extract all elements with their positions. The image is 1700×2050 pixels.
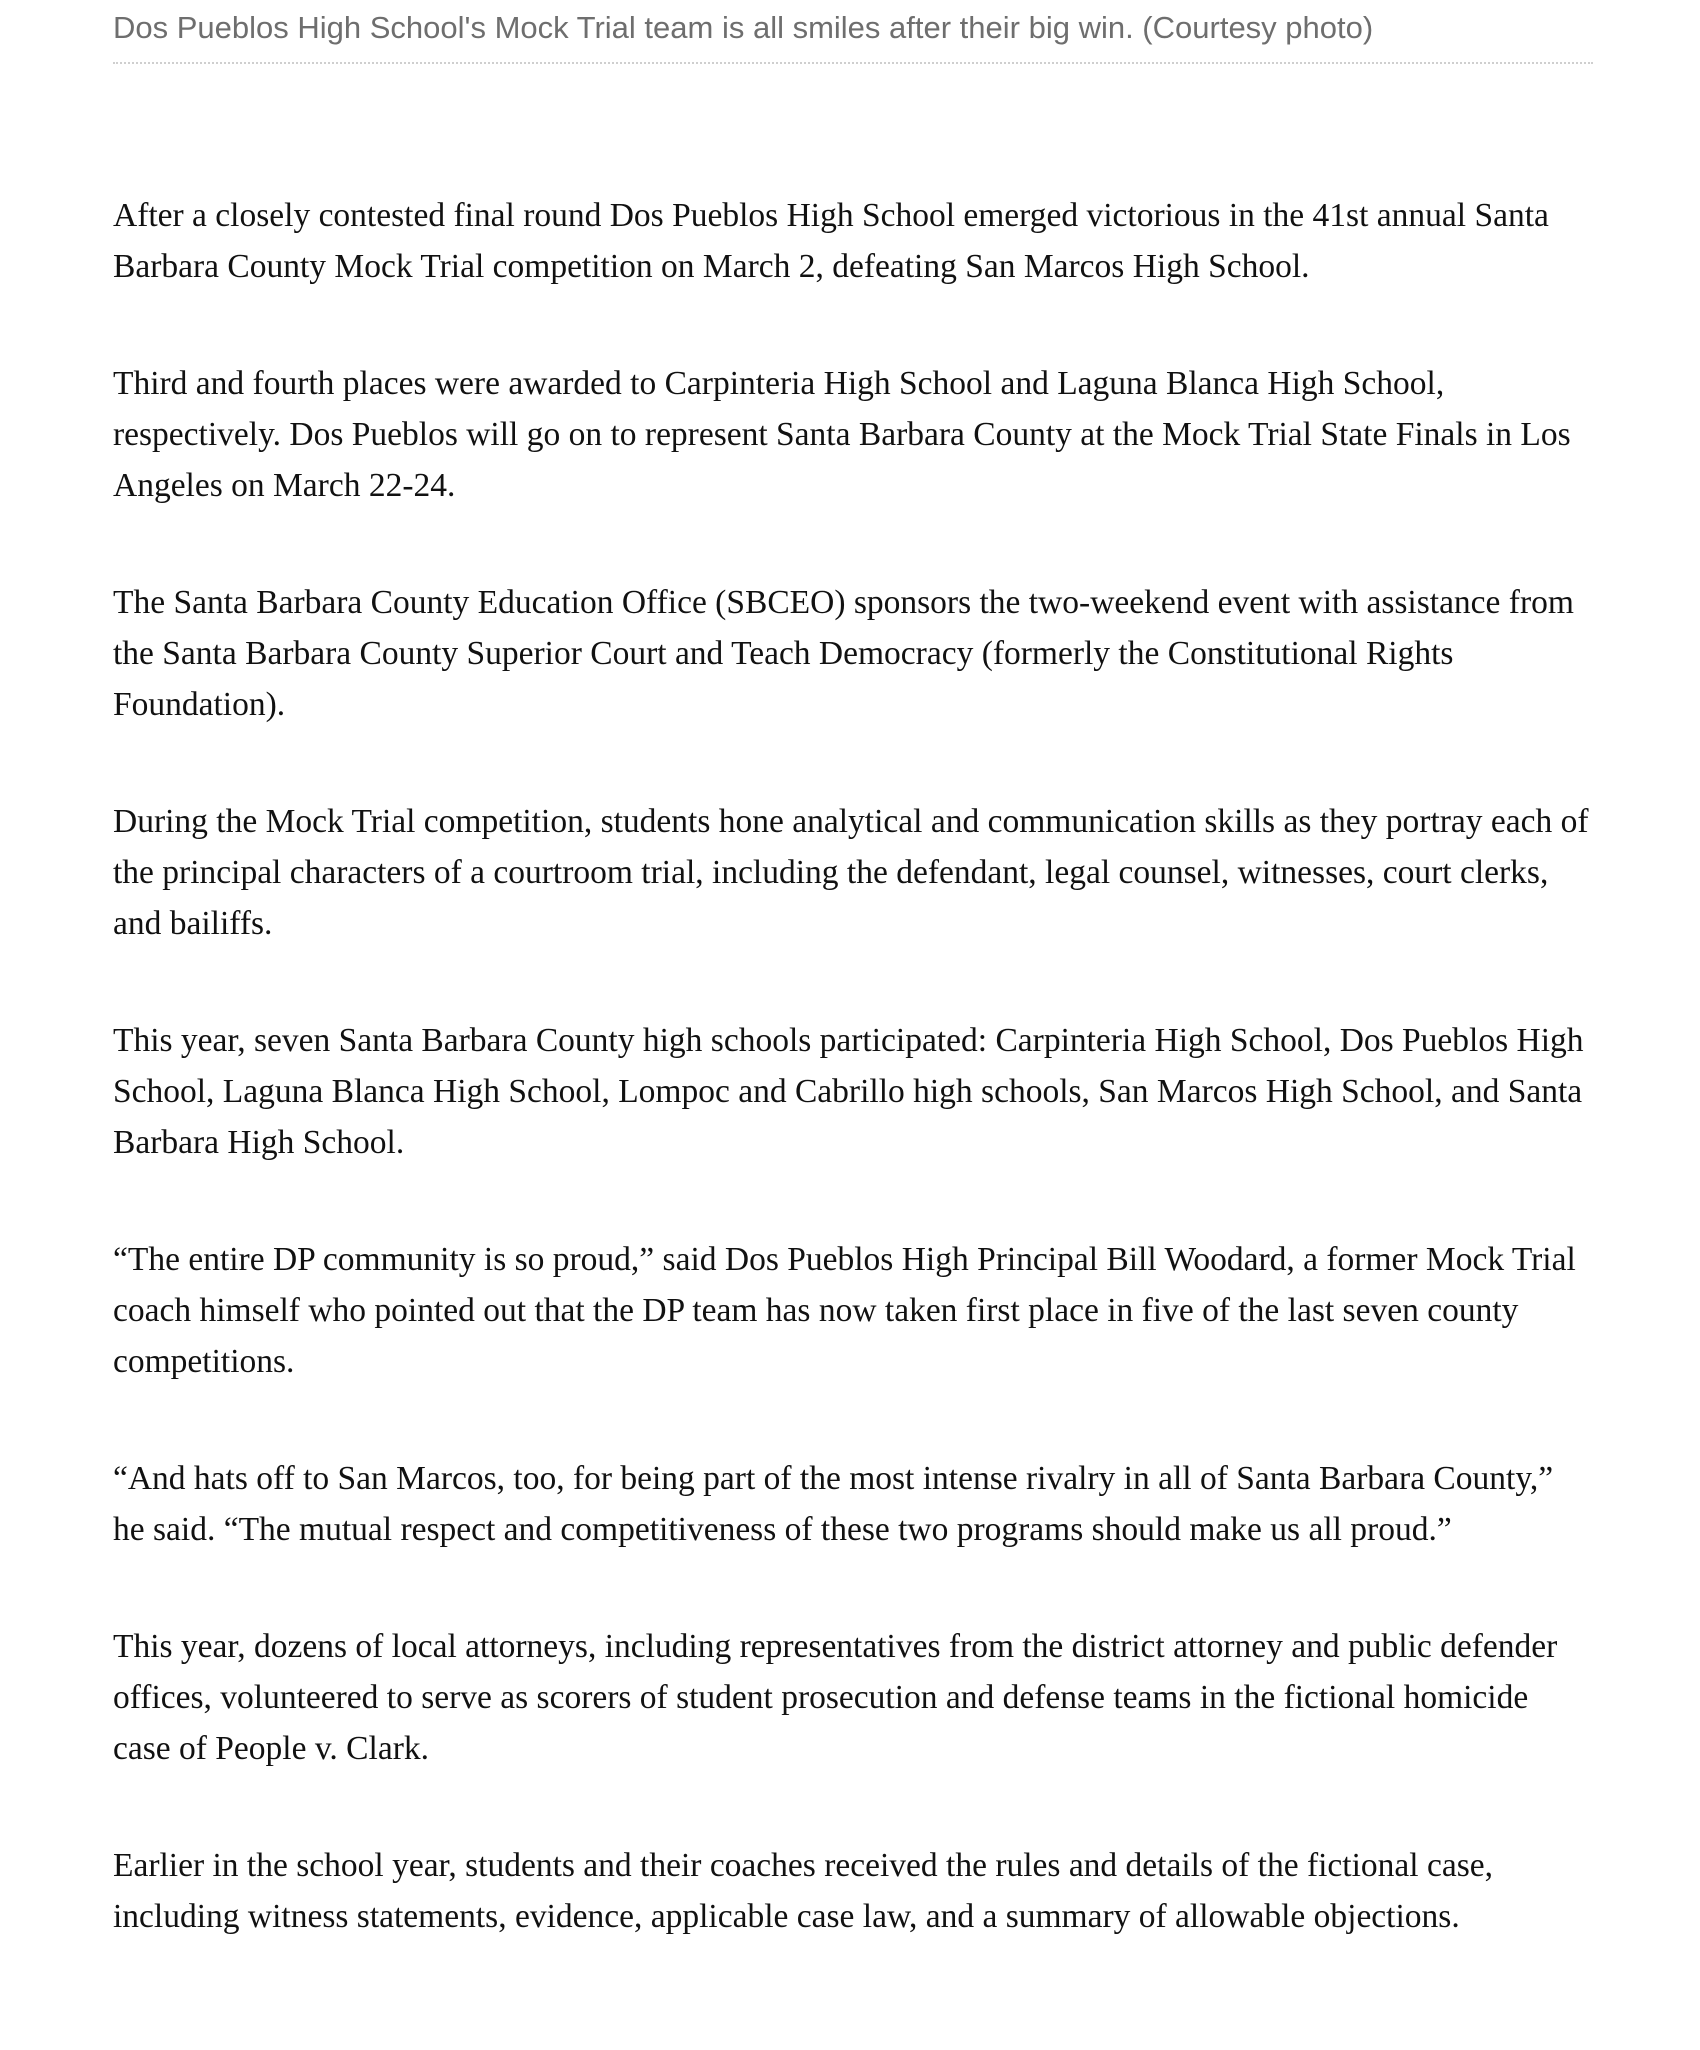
article-paragraph: This year, seven Santa Barbara County high schools participated: Carpinteria High School, Dos Pueblos High School, Laguna Blanca High School, Lompoc and Cabrillo high schools, San Marcos High School, and Santa Barbara High School.	[113, 1022, 1584, 1161]
article-paragraph: Earlier in the school year, students and their coaches received the rules and details of the fictional case, including witness statements, evidence, applicable case law, and a summary of allowable objections.	[113, 1847, 1493, 1935]
article-paragraph: “The entire DP community is so proud,” said Dos Pueblos High Principal Bill Woodard, a former Mock Trial coach himself who pointed out that the DP team has now taken first place in five of the last seven county competitions.	[113, 1241, 1576, 1380]
photo-caption: Dos Pueblos High School's Mock Trial team is all smiles after their big win. (Courtesy photo)	[113, 0, 1593, 64]
article-page	[113, 0, 1593, 2008]
article-paragraph: “And hats off to San Marcos, too, for being part of the most intense rivalry in all of Santa Barbara County,” he said. “The mutual respect and competitiveness of these two programs should make us all proud.”	[113, 1460, 1554, 1548]
article-paragraph: Third and fourth places were awarded to Carpinteria High School and Laguna Blanca High School, respectively. Dos Pueblos will go on to represent Santa Barbara County at the Mock Trial State Finals in Los Angeles on March 22-24.	[113, 365, 1571, 504]
article-paragraph: The Santa Barbara County Education Office (SBCEO) sponsors the two-weekend event with assistance from the Santa Barbara County Superior Court and Teach Democracy (formerly the Constitutional Rights Foundation).	[113, 584, 1574, 723]
article-paragraph: This year, dozens of local attorneys, including representatives from the district attorney and public defender offices, volunteered to serve as scorers of student prosecution and defense teams in the fictional homicide case of People v. Clark.	[113, 1628, 1558, 1767]
article-paragraph: After a closely contested final round Dos Pueblos High School emerged victorious in the 41st annual Santa Barbara County Mock Trial competition on March 2, defeating San Marcos High School.	[113, 197, 1549, 285]
article-paragraph: During the Mock Trial competition, students hone analytical and communication skills as they portray each of the principal characters of a courtroom trial, including the defendant, legal counsel, witnesses, court clerks, and bailiffs.	[113, 803, 1589, 942]
article-body	[113, 190, 1593, 1942]
